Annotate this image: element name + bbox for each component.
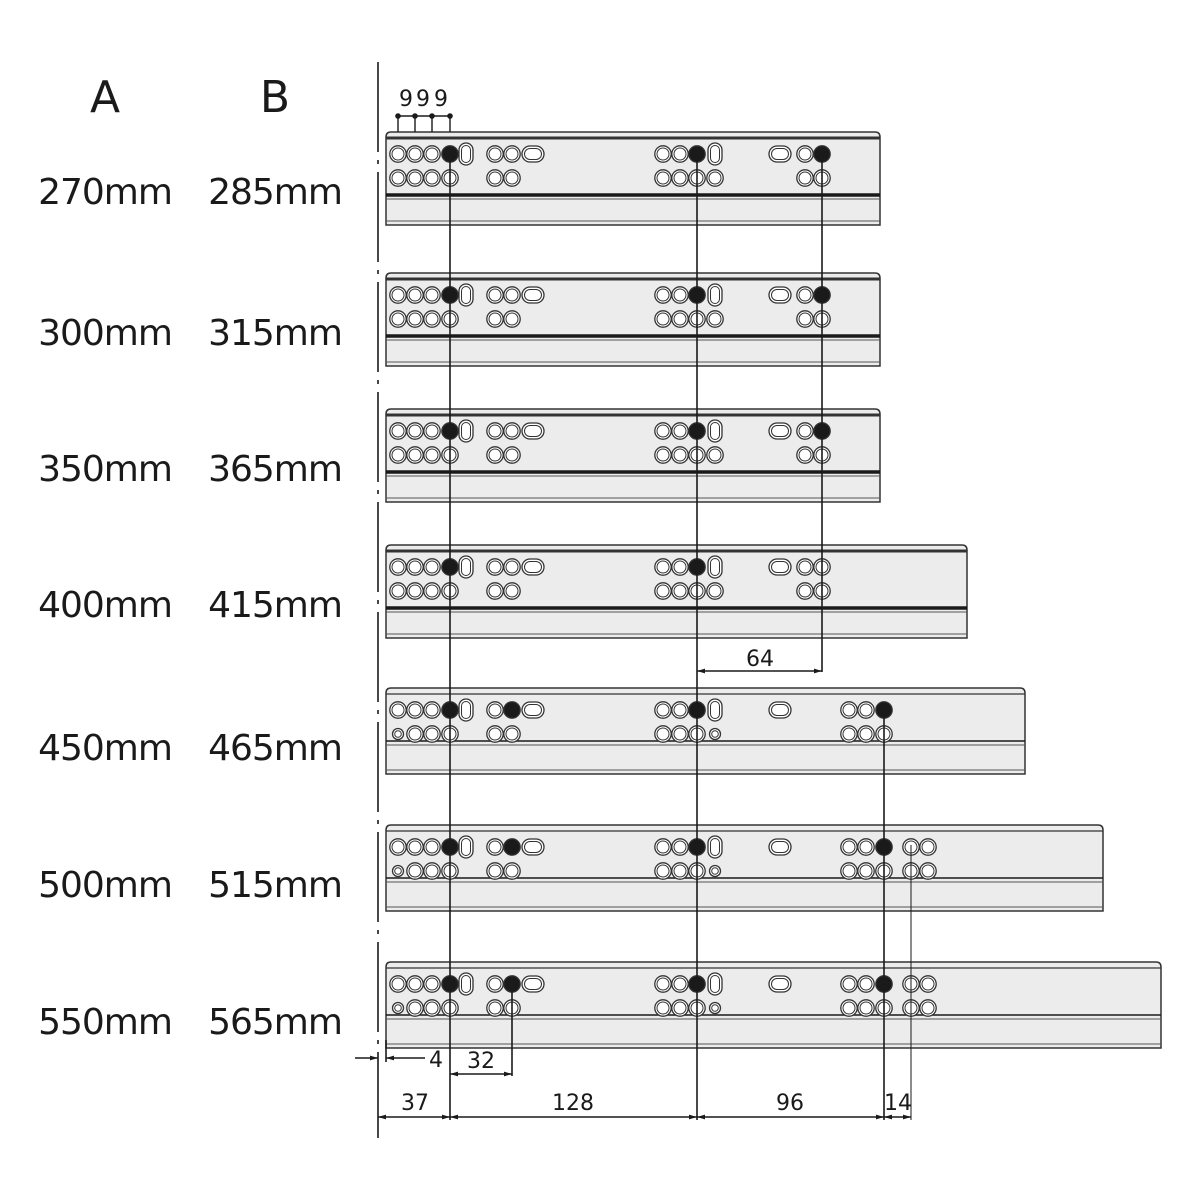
dimension-label-32: 32 [467,1049,495,1074]
pitch-label-1: 9 [416,87,430,112]
size-b-5: 515mm [208,865,342,906]
dimension-label-64: 64 [746,647,774,672]
size-a-4: 450mm [38,728,172,769]
drawer-slide-rail-0 [386,132,880,225]
size-b-1: 315mm [208,313,342,354]
column-header-a: A [89,72,121,123]
pitch-label-0: 9 [399,87,413,112]
drawer-slide-rail-4 [386,688,1025,774]
size-a-5: 500mm [38,865,172,906]
size-a-1: 300mm [38,313,172,354]
dimension-label-14: 14 [884,1091,912,1116]
size-a-6: 550mm [38,1002,172,1043]
size-b-3: 415mm [208,585,342,626]
size-a-3: 400mm [38,585,172,626]
size-b-6: 565mm [208,1002,342,1043]
drawer-slide-rail-2 [386,409,880,502]
size-b-0: 285mm [208,172,342,213]
drawer-slide-rail-1 [386,273,880,366]
dimension-label-37: 37 [401,1091,429,1116]
size-a-2: 350mm [38,449,172,490]
drawer-slide-rail-6 [386,962,1161,1048]
dimension-label-96: 96 [776,1091,804,1116]
size-a-0: 270mm [38,172,172,213]
column-header-b: B [259,72,291,123]
drawer-slide-rail-3 [386,545,967,638]
dimension-label-4: 4 [429,1048,443,1073]
size-b-4: 465mm [208,728,342,769]
drawer-slide-rail-5 [386,825,1103,911]
pitch-label-2: 9 [434,87,448,112]
dimension-label-128: 128 [552,1091,594,1116]
size-b-2: 365mm [208,449,342,490]
